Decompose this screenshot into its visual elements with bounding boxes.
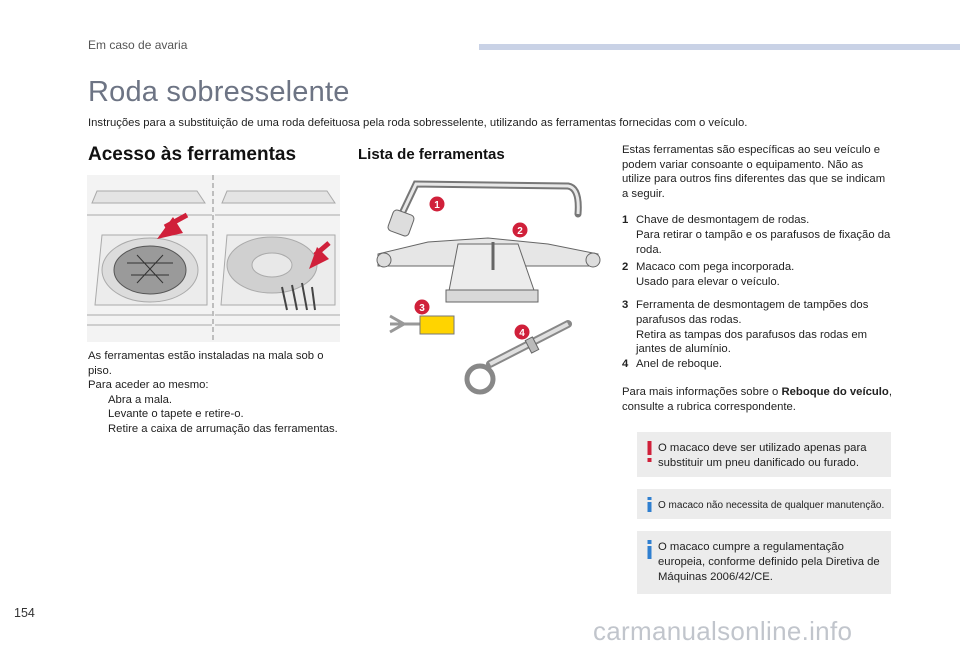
tool-line: Ferramenta de desmontagem de tampões dos parafusos das rodas. (636, 299, 869, 326)
intro-text: Instruções para a substituição de uma roda defeituosa pela roda sobresselente, utilizando as ferramentas fornecidas com o veículo. (88, 117, 748, 129)
tool-line: Macaco com pega incorporada. (636, 261, 795, 274)
info-icon (647, 497, 652, 512)
tool-line: Chave de desmontagem de rodas. (636, 214, 810, 227)
access-bullet-text: Abra a mala. (108, 393, 173, 406)
access-heading: Acesso às ferramentas (88, 144, 297, 165)
header-bar (479, 44, 960, 50)
access-para-1: As ferramentas estão instaladas na mala sob o piso. (88, 350, 324, 377)
more-info-text: , consulte a rubrica correspondente. (622, 386, 892, 413)
warning-note (637, 432, 891, 477)
tool-item (622, 357, 892, 372)
access-bullet (88, 393, 346, 408)
trunk-illustration (87, 175, 340, 342)
callout-3: 3 (419, 303, 425, 314)
tools-description (622, 143, 892, 415)
access-para-2: Para aceder ao mesmo: (88, 379, 209, 392)
checkbox-bullet-icon (88, 422, 108, 437)
access-bullet-text: Levante o tapete e retire-o. (108, 408, 244, 421)
callout-2: 2 (517, 226, 523, 237)
tool-number: 2 (622, 261, 629, 274)
tool-number: 3 (622, 299, 629, 312)
more-info-text: Para mais informações sobre o (622, 386, 782, 399)
tool-number: 1 (622, 214, 629, 227)
access-bullet (88, 422, 346, 437)
tool-line: Retira as tampas dos parafusos das rodas em jantes de alumínio. (636, 328, 868, 356)
warning-text: O macaco deve ser utilizado apenas para substituir um pneu danificado ou furado. (658, 442, 867, 469)
tool-item (622, 260, 892, 289)
tool-item (622, 298, 892, 356)
page-number: 154 (14, 606, 35, 620)
tool-line: Para retirar o tampão e os parafusos de fixação da roda. (636, 228, 891, 256)
access-instructions (88, 349, 346, 437)
section-tag: Em caso de avaria (88, 38, 188, 52)
info-text: O macaco cumpre a regulamentação europeia, conforme definido pela Diretiva de Máquinas 2006/42/CE. (658, 541, 880, 583)
more-info (622, 385, 892, 414)
warning-icon (647, 441, 652, 463)
tools-intro: Estas ferramentas são específicas ao seu veículo e podem variar consoante o equipamento. Não as utilize para outros fins diferentes das que se indicam a seguir. (622, 144, 886, 200)
callout-4: 4 (519, 328, 525, 339)
info-icon (647, 540, 652, 559)
info-note-regulation (637, 531, 891, 594)
tool-item (622, 213, 892, 257)
tool-line: Anel de reboque. (636, 357, 723, 370)
checkbox-bullet-icon (88, 407, 108, 422)
info-note-maintenance (637, 489, 891, 519)
access-bullet (88, 407, 346, 422)
info-text: O macaco não necessita de qualquer manutenção. (658, 500, 885, 511)
towing-link: Reboque do veículo (781, 386, 889, 399)
access-bullet-text: Retire a caixa de arrumação das ferramentas. (108, 422, 338, 435)
page-title: Roda sobresselente (88, 76, 350, 108)
tool-number: 4 (622, 357, 629, 370)
callout-1: 1 (434, 200, 440, 211)
checkbox-bullet-icon (88, 393, 108, 408)
tool-line: Usado para elevar o veículo. (636, 275, 780, 288)
watermark: carmanualsonline.info (593, 616, 853, 646)
tools-heading: Lista de ferramentas (358, 146, 505, 163)
tools-illustration (368, 174, 606, 404)
